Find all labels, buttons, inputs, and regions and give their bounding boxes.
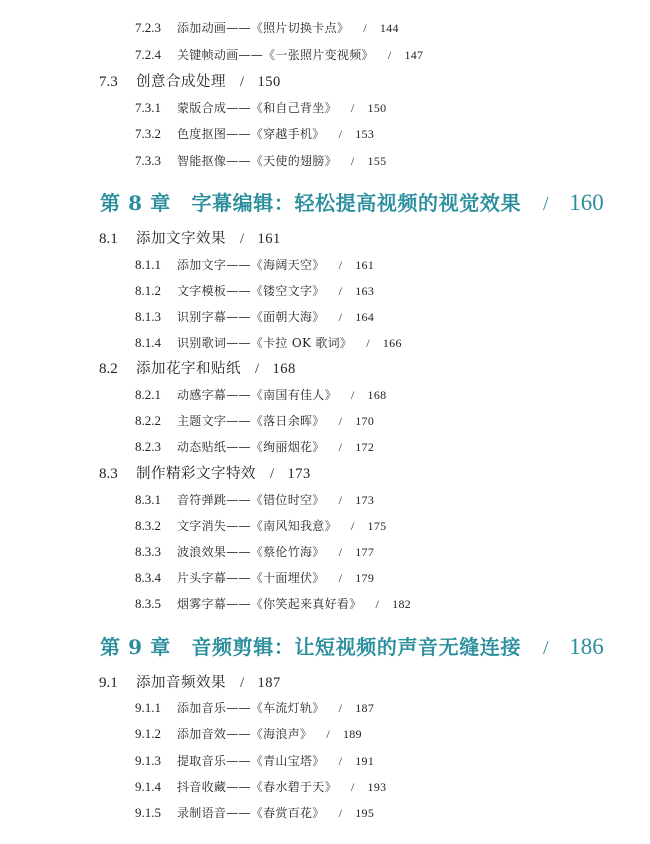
toc-section[interactable] — [99, 75, 281, 90]
entry-separator: / — [363, 21, 367, 35]
entry-title: 添加音乐——《车流灯轨》 — [177, 701, 325, 715]
section-page: 161 — [257, 231, 281, 247]
entry-separator: / — [338, 701, 343, 715]
toc-entry[interactable] — [135, 780, 386, 793]
entry-title: 录制语音——《春赏百花》 — [177, 806, 325, 820]
toc-entry[interactable] — [135, 806, 374, 819]
entry-page: 189 — [342, 727, 362, 741]
entry-page: 187 — [355, 701, 375, 715]
chapter-separator: / — [543, 193, 550, 215]
toc-entry[interactable] — [135, 519, 386, 532]
section-separator: / — [255, 361, 260, 377]
entry-page: 147 — [404, 48, 424, 62]
entry-number: 9.1.5 — [135, 805, 161, 820]
entry-number: 8.1.1 — [135, 257, 161, 272]
entry-page: 179 — [355, 571, 375, 585]
toc-entry[interactable] — [135, 414, 374, 427]
toc-entry[interactable] — [135, 310, 374, 323]
entry-separator: / — [338, 545, 343, 559]
entry-number: 8.1.4 — [135, 335, 161, 350]
entry-separator: / — [338, 493, 343, 507]
entry-page: 177 — [355, 545, 375, 559]
chapter-heading[interactable] — [100, 191, 604, 214]
entry-separator: / — [338, 284, 343, 298]
entry-number: 8.3.2 — [135, 518, 161, 533]
entry-number: 7.3.3 — [135, 153, 161, 168]
entry-page: 170 — [355, 414, 375, 428]
entry-number: 7.3.1 — [135, 100, 161, 115]
section-separator: / — [270, 466, 275, 482]
entry-title: 动感字幕——《南国有佳人》 — [177, 388, 337, 402]
toc-section[interactable] — [99, 362, 296, 377]
toc-entry[interactable] — [135, 258, 374, 271]
entry-number: 8.3.5 — [135, 596, 161, 611]
entry-number: 8.3.1 — [135, 492, 161, 507]
entry-number: 7.2.4 — [135, 47, 161, 62]
toc-entry[interactable] — [135, 701, 374, 714]
entry-page: 150 — [367, 101, 387, 115]
entry-title: 提取音乐——《青山宝塔》 — [177, 754, 325, 768]
toc-entry[interactable] — [135, 571, 374, 584]
section-title: 创意合成处理 — [136, 74, 226, 90]
entry-page: 155 — [367, 154, 387, 168]
section-title: 添加音频效果 — [136, 675, 226, 691]
entry-separator: / — [338, 806, 343, 820]
entry-title: 关键帧动画——《一张照片变视频》 — [177, 48, 374, 62]
entry-title: 片头字幕——《十面埋伏》 — [177, 571, 325, 585]
entry-separator: / — [350, 388, 355, 402]
entry-separator: / — [387, 48, 392, 62]
entry-page: 172 — [355, 440, 375, 454]
entry-title: 添加动画——《照片切换卡点》 — [177, 21, 350, 35]
entry-separator: / — [375, 597, 380, 611]
entry-title: 识别歌词——《卡拉 OK 歌词》 — [177, 336, 353, 350]
toc-entry[interactable] — [135, 440, 374, 453]
entry-title: 智能抠像——《天使的翅膀》 — [177, 154, 337, 168]
entry-separator: / — [338, 127, 343, 141]
entry-number: 8.1.3 — [135, 309, 161, 324]
entry-page: 175 — [367, 519, 387, 533]
entry-page: 164 — [355, 310, 375, 324]
entry-separator: / — [350, 154, 355, 168]
section-page: 173 — [287, 466, 311, 482]
entry-page: 195 — [355, 806, 375, 820]
entry-number: 9.1.2 — [135, 726, 161, 741]
entry-title: 音符弹跳——《错位时空》 — [177, 493, 325, 507]
entry-number: 9.1.4 — [135, 779, 161, 794]
entry-title: 添加音效——《海浪声》 — [177, 727, 313, 741]
section-number: 8.2 — [99, 361, 118, 377]
section-number: 9.1 — [99, 675, 118, 691]
entry-number: 9.1.1 — [135, 700, 161, 715]
section-title: 添加文字效果 — [136, 231, 226, 247]
entry-page: 163 — [355, 284, 375, 298]
entry-title: 主题文字——《落日余晖》 — [177, 414, 325, 428]
entry-number: 8.2.3 — [135, 439, 161, 454]
toc-entry[interactable] — [135, 388, 386, 401]
entry-number: 9.1.3 — [135, 753, 161, 768]
entry-separator: / — [338, 754, 343, 768]
entry-title: 文字消失——《南风知我意》 — [177, 519, 337, 533]
toc-entry[interactable] — [135, 284, 374, 297]
entry-title: 识别字幕——《面朝大海》 — [177, 310, 325, 324]
toc-section[interactable] — [99, 467, 311, 482]
toc-section[interactable] — [99, 232, 281, 247]
section-page: 168 — [272, 361, 296, 377]
entry-number: 8.3.4 — [135, 570, 161, 585]
toc-entry[interactable] — [135, 493, 374, 506]
chapter-page: 186 — [569, 634, 604, 659]
entry-separator: / — [326, 727, 330, 741]
entry-title: 文字模板——《镂空文字》 — [177, 284, 325, 298]
toc-entry[interactable] — [135, 545, 374, 558]
entry-page: 168 — [367, 388, 387, 402]
entry-separator: / — [338, 440, 343, 454]
toc-entry[interactable] — [135, 727, 362, 740]
section-number: 7.3 — [99, 74, 118, 90]
entry-title: 动态贴纸——《绚丽烟花》 — [177, 440, 325, 454]
toc-entry[interactable] — [135, 48, 423, 61]
chapter-separator: / — [543, 637, 550, 659]
entry-number: 8.1.2 — [135, 283, 161, 298]
entry-separator: / — [366, 336, 370, 350]
entry-page: 193 — [367, 780, 387, 794]
entry-page: 166 — [382, 336, 402, 350]
toc-entry[interactable] — [135, 127, 374, 140]
entry-page: 161 — [355, 258, 375, 272]
section-separator: / — [240, 231, 245, 247]
section-title: 制作精彩文字特效 — [136, 466, 256, 482]
entry-title: 烟雾字幕——《你笑起来真好看》 — [177, 597, 362, 611]
section-title: 添加花字和贴纸 — [136, 361, 241, 377]
entry-separator: / — [338, 571, 343, 585]
entry-page: 191 — [355, 754, 375, 768]
entry-page: 144 — [379, 21, 399, 35]
entry-separator: / — [338, 310, 343, 324]
toc-entry[interactable] — [135, 154, 386, 167]
toc-entry[interactable] — [135, 21, 399, 34]
chapter-title: 第 9 章 音频剪辑：让短视频的声音无缝连接 — [100, 635, 522, 659]
section-separator: / — [240, 74, 245, 90]
entry-number: 7.3.2 — [135, 126, 161, 141]
entry-separator: / — [338, 414, 343, 428]
section-number: 8.3 — [99, 466, 118, 482]
entry-number: 8.2.2 — [135, 413, 161, 428]
toc-entry[interactable] — [135, 336, 402, 349]
entry-page: 173 — [355, 493, 375, 507]
entry-title: 蒙版合成——《和自己背坐》 — [177, 101, 337, 115]
toc-entry[interactable] — [135, 754, 374, 767]
entry-number: 8.2.1 — [135, 387, 161, 402]
entry-page: 153 — [355, 127, 375, 141]
entry-title: 波浪效果——《蔡伦竹海》 — [177, 545, 325, 559]
entry-title: 添加文字——《海阔天空》 — [177, 258, 325, 272]
entry-separator: / — [350, 519, 355, 533]
entry-number: 7.2.3 — [135, 20, 161, 35]
toc-section[interactable] — [99, 676, 281, 691]
toc-entry[interactable] — [135, 101, 386, 114]
entry-number: 8.3.3 — [135, 544, 161, 559]
chapter-page: 160 — [569, 190, 604, 215]
chapter-title: 第 8 章 字幕编辑：轻松提高视频的视觉效果 — [100, 191, 522, 215]
entry-separator: / — [350, 780, 355, 794]
entry-separator: / — [338, 258, 343, 272]
chapter-heading[interactable] — [100, 635, 604, 658]
section-separator: / — [240, 675, 245, 691]
entry-page: 182 — [392, 597, 412, 611]
entry-title: 抖音收藏——《春水碧于天》 — [177, 780, 337, 794]
entry-title: 色度抠图——《穿越手机》 — [177, 127, 325, 141]
section-number: 8.1 — [99, 231, 118, 247]
section-page: 150 — [257, 74, 281, 90]
entry-separator: / — [350, 101, 355, 115]
section-page: 187 — [257, 675, 281, 691]
toc-entry[interactable] — [135, 597, 411, 610]
